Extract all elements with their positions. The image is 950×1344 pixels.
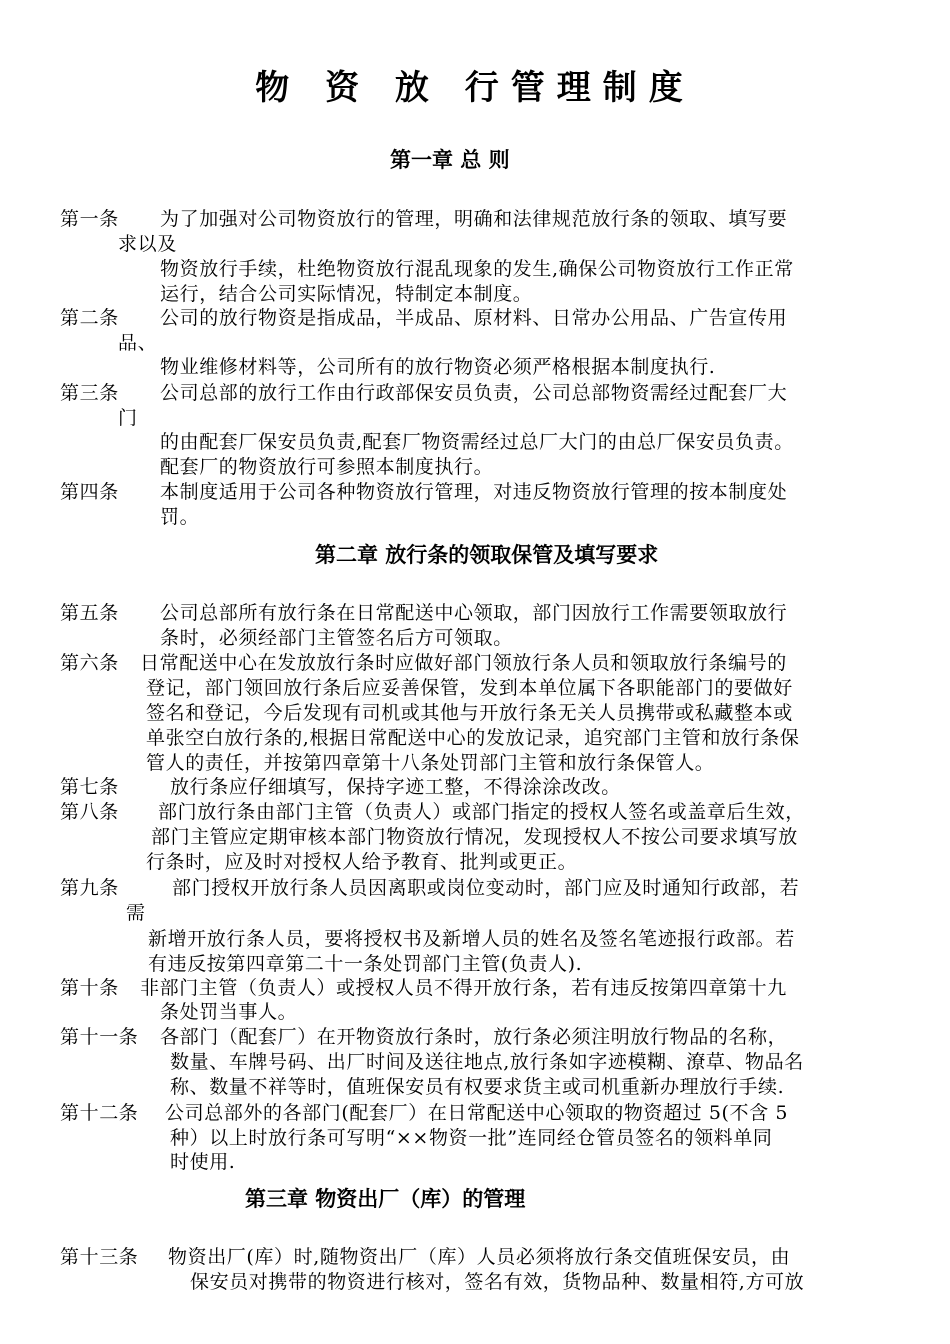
article-label: 第十三条 (60, 1246, 139, 1268)
article-text-line: 运行，结合公司实际情况，特制定本制度。 (160, 283, 533, 305)
article-label: 第一条 (60, 208, 119, 230)
article-text-line: 条处罚当事人。 (160, 1001, 298, 1023)
article-text-line: 新增开放行条人员，要将授权书及新增人员的姓名及签名笔迹报行政部。若 (148, 928, 795, 950)
chapter-heading-3: 第三章 物资出厂（库）的管理 (245, 1187, 526, 1211)
article-label: 第八条 (60, 801, 119, 823)
article-text-line: 种）以上时放行条可写明“××物资一批”连同经仓管员签名的领料单同 (170, 1127, 773, 1149)
article-text-line: 管人的责任，并按第四章第十八条处罚部门主管和放行条保管人。 (146, 752, 715, 774)
article-text-line: 放行条应仔细填写，保持字迹工整，不得涂涂改改。 (170, 776, 621, 798)
article-text-line: 的由配套厂保安员负责,配套厂物资需经过总厂大门的由总厂保安员负责。 (160, 431, 794, 453)
article-text-line: 公司总部的放行工作由行政部保安员负责，公司总部物资需经过配套厂大 (160, 382, 788, 404)
article-text-line: 数量、车牌号码、出厂时间及送往地点,放行条如字迹模糊、潦草、物品名 (170, 1051, 804, 1073)
article-text-line: 求以及 (118, 233, 177, 255)
article-text-line: 物业维修材料等，公司所有的放行物资必须严格根据本制度执行. (160, 356, 716, 378)
article-text-line: 行条时，应及时对授权人给予教育、批判或更正。 (146, 851, 578, 873)
article-text-line: 需 (126, 902, 146, 924)
article-label: 第四条 (60, 481, 119, 503)
article-text-line: 部门授权开放行条人员因离职或岗位变动时，部门应及时通知行政部，若 (172, 877, 800, 899)
article-text-line: 保安员对携带的物资进行核对，签名有效，货物品种、数量相符,方可放 (190, 1271, 805, 1293)
article-label: 第五条 (60, 602, 119, 624)
article-text-line: 公司的放行物资是指成品，半成品、原材料、日常办公用品、广告宣传用 (160, 307, 788, 329)
article-label: 第九条 (60, 877, 119, 899)
article-text-line: 品、 (118, 332, 158, 354)
article-text-line: 有违反按第四章第二十一条处罚部门主管(负责人). (148, 953, 583, 975)
article-label: 第三条 (60, 382, 119, 404)
article-text-line: 配套厂的物资放行可参照本制度执行。 (160, 456, 494, 478)
article-text-line: 罚。 (160, 506, 200, 528)
article-text-line: 本制度适用于公司各种物资放行管理，对违反物资放行管理的按本制度处 (160, 481, 788, 503)
article-text-line: 物资出厂(库）时,随物资出厂（库）人员必须将放行条交值班保安员，由 (168, 1246, 791, 1268)
article-text-line: 物资放行手续，杜绝物资放行混乱现象的发生,确保公司物资放行工作正常 (160, 258, 794, 280)
article-text-line: 单张空白放行条的,根据日常配送中心的发放记录，追究部门主管和放行条保 (146, 727, 800, 749)
article-label: 第十二条 (60, 1102, 139, 1124)
article-text-line: 签名和登记，今后发现有司机或其他与开放行条无关人员携带或私藏整本或 (146, 702, 793, 724)
article-text-line: 部门主管应定期审核本部门物资放行情况，发现授权人不按公司要求填写放 (151, 826, 798, 848)
article-text-line: 非部门主管（负责人）或授权人员不得开放行条，若有违反按第四章第十九 (140, 977, 787, 999)
article-label: 第十条 (60, 977, 119, 999)
document-title: 物 资 放 行管理制度 (255, 68, 695, 108)
article-text-line: 各部门（配套厂）在开物资放行条时，放行条必须注明放行物品的名称， (160, 1026, 788, 1048)
chapter-heading-1: 第一章 总 则 (390, 148, 510, 172)
article-text-line: 门 (118, 407, 138, 429)
article-text-line: 时使用. (170, 1151, 236, 1173)
article-text-line: 条时，必须经部门主管签名后方可领取。 (160, 627, 513, 649)
article-label: 第二条 (60, 307, 119, 329)
article-text-line: 为了加强对公司物资放行的管理，明确和法律规范放行条的领取、填写要 (160, 208, 788, 230)
article-text-line: 公司总部所有放行条在日常配送中心领取，部门因放行工作需要领取放行 (160, 602, 788, 624)
article-label: 第六条 (60, 652, 119, 674)
article-text-line: 登记，部门领回放行条后应妥善保管，发到本单位属下各职能部门的要做好 (146, 677, 793, 699)
article-text-line: 公司总部外的各部门(配套厂）在日常配送中心领取的物资超过 5(不含 5 (165, 1102, 789, 1124)
article-text-line: 称、数量不祥等时，值班保安员有权要求货主或司机重新办理放行手续. (170, 1076, 785, 1098)
article-label: 第十一条 (60, 1026, 139, 1048)
article-text-line: 日常配送中心在发放放行条时应做好部门领放行条人员和领取放行条编号的 (140, 652, 787, 674)
article-label: 第七条 (60, 776, 119, 798)
chapter-heading-2: 第二章 放行条的领取保管及填写要求 (315, 543, 659, 567)
article-text-line: 部门放行条由部门主管（负责人）或部门指定的授权人签名或盖章后生效， (158, 801, 805, 823)
